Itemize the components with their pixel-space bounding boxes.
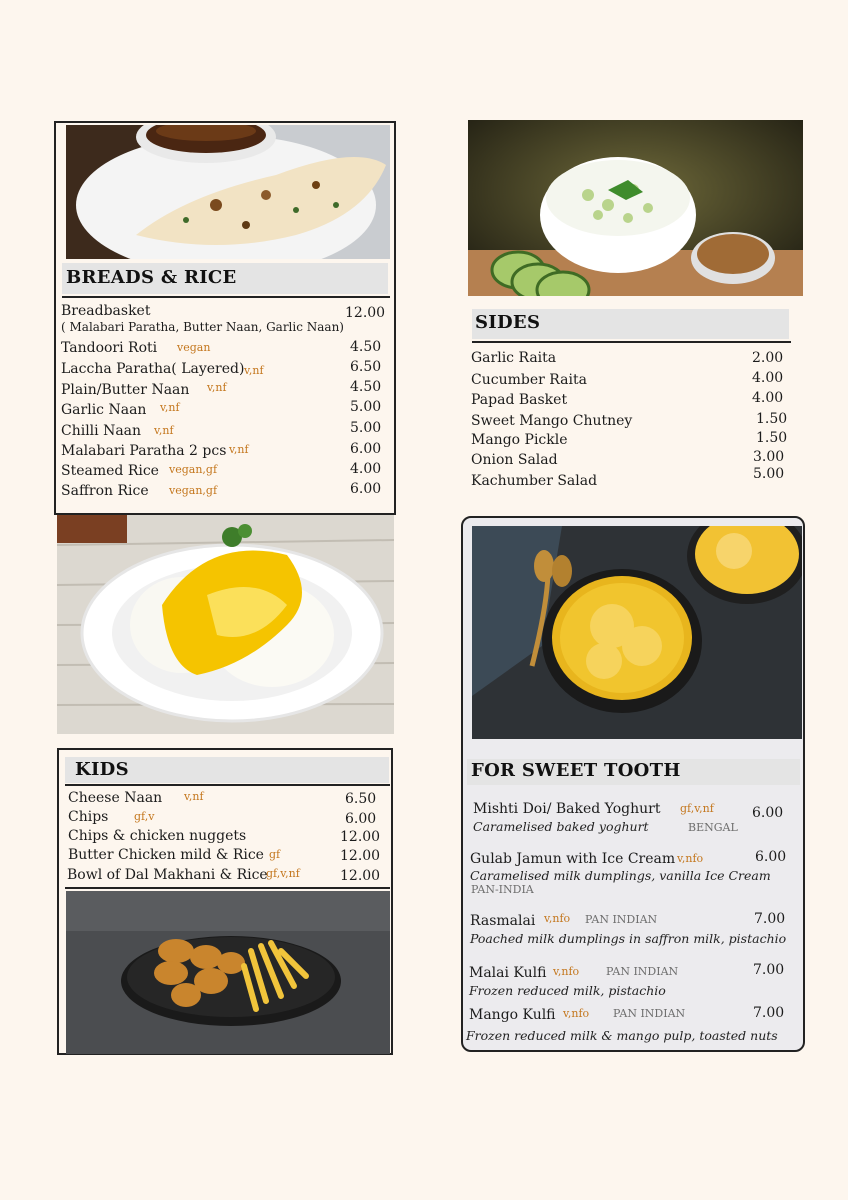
menu-item-name: Kachumber Salad <box>471 473 598 489</box>
menu-item-name: Gulab Jamun with Ice Cream <box>470 851 676 867</box>
saffron-rice-photo <box>57 515 394 734</box>
menu-item-price: 7.00 <box>754 911 786 927</box>
menu-item-name: Sweet Mango Chutney <box>471 413 633 429</box>
dietary-tag: v,nf <box>184 790 204 803</box>
menu-item-description: Caramelised baked yoghurt <box>473 819 649 834</box>
menu-item-price: 4.50 <box>350 379 382 395</box>
dietary-tag: gf,v <box>134 810 155 823</box>
raita-image <box>468 120 803 296</box>
rasmalai-image <box>472 526 802 739</box>
menu-item-price: 12.00 <box>345 305 386 321</box>
menu-item-description: Poached milk dumplings in saffron milk, pistachio <box>470 931 787 946</box>
menu-item-name: Papad Basket <box>471 392 568 408</box>
menu-item-description: Frozen reduced milk & mango pulp, toasted nuts <box>466 1028 778 1043</box>
menu-item-price: 12.00 <box>340 829 381 845</box>
menu-item-price: 5.00 <box>350 420 382 436</box>
raita-photo <box>468 120 803 296</box>
menu-item-name: Cheese Naan <box>68 790 163 806</box>
menu-item-name: Steamed Rice <box>61 463 159 479</box>
nuggets-image <box>66 891 390 1054</box>
menu-item-price: 4.50 <box>350 339 382 355</box>
menu-item-name: Plain/Butter Naan <box>61 382 190 398</box>
sides-heading: SIDES <box>472 309 789 339</box>
menu-item-origin: PAN INDIAN <box>585 913 658 926</box>
menu-item-origin: PAN INDIAN <box>613 1007 686 1020</box>
menu-item-price: 1.50 <box>756 430 788 446</box>
menu-item-name: Mishti Doi/ Baked Yoghurt <box>473 801 661 817</box>
menu-item-name: Laccha Paratha( Layered) <box>61 361 245 377</box>
menu-item-description: Frozen reduced milk, pistachio <box>469 983 666 998</box>
menu-item-price: 7.00 <box>753 962 785 978</box>
menu-item-price: 4.00 <box>752 390 784 406</box>
dietary-tag: v,nfo <box>553 965 580 978</box>
dietary-tag: gf,v,nf <box>266 867 300 880</box>
dietary-tag: gf,v,nf <box>680 802 714 815</box>
menu-item-name: Malabari Paratha 2 pcs <box>61 443 227 459</box>
naan-photo <box>66 125 390 259</box>
menu-item-price: 5.00 <box>350 399 382 415</box>
menu-item-price: 6.00 <box>752 805 784 821</box>
menu-item-name: Garlic Naan <box>61 402 147 418</box>
menu-item-price: 3.00 <box>753 449 785 465</box>
dietary-tag: v,nfo <box>677 852 704 865</box>
dietary-tag: vegan <box>177 341 211 354</box>
menu-item-price: 6.00 <box>755 849 787 865</box>
menu-item-price: 4.00 <box>752 370 784 386</box>
nuggets-photo <box>66 891 390 1054</box>
menu-item-name: Chilli Naan <box>61 423 142 439</box>
dietary-tag: v,nfo <box>544 912 571 925</box>
menu-item-origin: PAN INDIAN <box>606 965 679 978</box>
rasmalai-photo <box>472 526 802 739</box>
dietary-tag: v,nfo <box>563 1007 590 1020</box>
menu-item-price: 12.00 <box>340 848 381 864</box>
menu-item-price: 2.00 <box>752 350 784 366</box>
menu-item-price: 6.00 <box>345 811 377 827</box>
menu-item-name: Chips & chicken nuggets <box>68 828 247 844</box>
naan-image <box>66 125 390 259</box>
menu-item-origin: BENGAL <box>688 821 738 834</box>
breads-rice-heading: BREADS & RICE <box>62 263 388 294</box>
menu-item-name: Mango Kulfi <box>469 1007 556 1023</box>
menu-item-name: Mango Pickle <box>471 432 568 448</box>
menu-item-name: Butter Chicken mild & Rice <box>68 847 264 863</box>
menu-item-price: 6.50 <box>350 359 382 375</box>
menu-item-price: 4.00 <box>350 461 382 477</box>
menu-item-origin: PAN-INDIA <box>471 883 534 896</box>
menu-item-name: Onion Salad <box>471 452 558 468</box>
sweet-tooth-heading: FOR SWEET TOOTH <box>467 759 800 785</box>
dietary-tag: v,nf <box>229 443 249 456</box>
dietary-tag: vegan,gf <box>169 484 218 497</box>
kids-heading: KIDS <box>65 757 389 783</box>
dietary-tag: v,nf <box>160 401 180 414</box>
menu-item-name: Malai Kulfi <box>469 965 547 981</box>
dietary-tag: gf <box>269 848 281 861</box>
dietary-tag: v,nf <box>154 424 174 437</box>
dietary-tag: v,nf <box>207 381 227 394</box>
kids-rule-top <box>65 784 390 786</box>
kids-rule-bottom <box>65 887 390 889</box>
menu-item-name: Chips <box>68 809 109 825</box>
breads-rule <box>62 296 390 298</box>
menu-item-price: 6.50 <box>345 791 377 807</box>
menu-item-name: Breadbasket <box>61 303 151 319</box>
breadbasket-note: ( Malabari Paratha, Butter Naan, Garlic Naan) <box>61 320 344 334</box>
menu-item-price: 12.00 <box>340 868 381 884</box>
menu-item-price: 7.00 <box>753 1005 785 1021</box>
menu-item-name: Tandoori Roti <box>61 340 158 356</box>
menu-item-name: Rasmalai <box>470 913 536 929</box>
menu-item-name: Garlic Raita <box>471 350 557 366</box>
menu-item-name: Cucumber Raita <box>471 372 587 388</box>
menu-item-price: 1.50 <box>756 411 788 427</box>
dietary-tag: vegan,gf <box>169 463 218 476</box>
menu-item-name: Saffron Rice <box>61 483 149 499</box>
menu-item-name: Bowl of Dal Makhani & Rice <box>67 867 268 883</box>
menu-item-price: 5.00 <box>753 466 785 482</box>
menu-item-description: Caramelised milk dumplings, vanilla Ice Cream <box>470 868 771 883</box>
menu-item-price: 6.00 <box>350 441 382 457</box>
dietary-tag: v,nf <box>244 364 264 377</box>
sides-rule <box>472 341 791 343</box>
rice-image <box>57 515 394 734</box>
menu-item-price: 6.00 <box>350 481 382 497</box>
